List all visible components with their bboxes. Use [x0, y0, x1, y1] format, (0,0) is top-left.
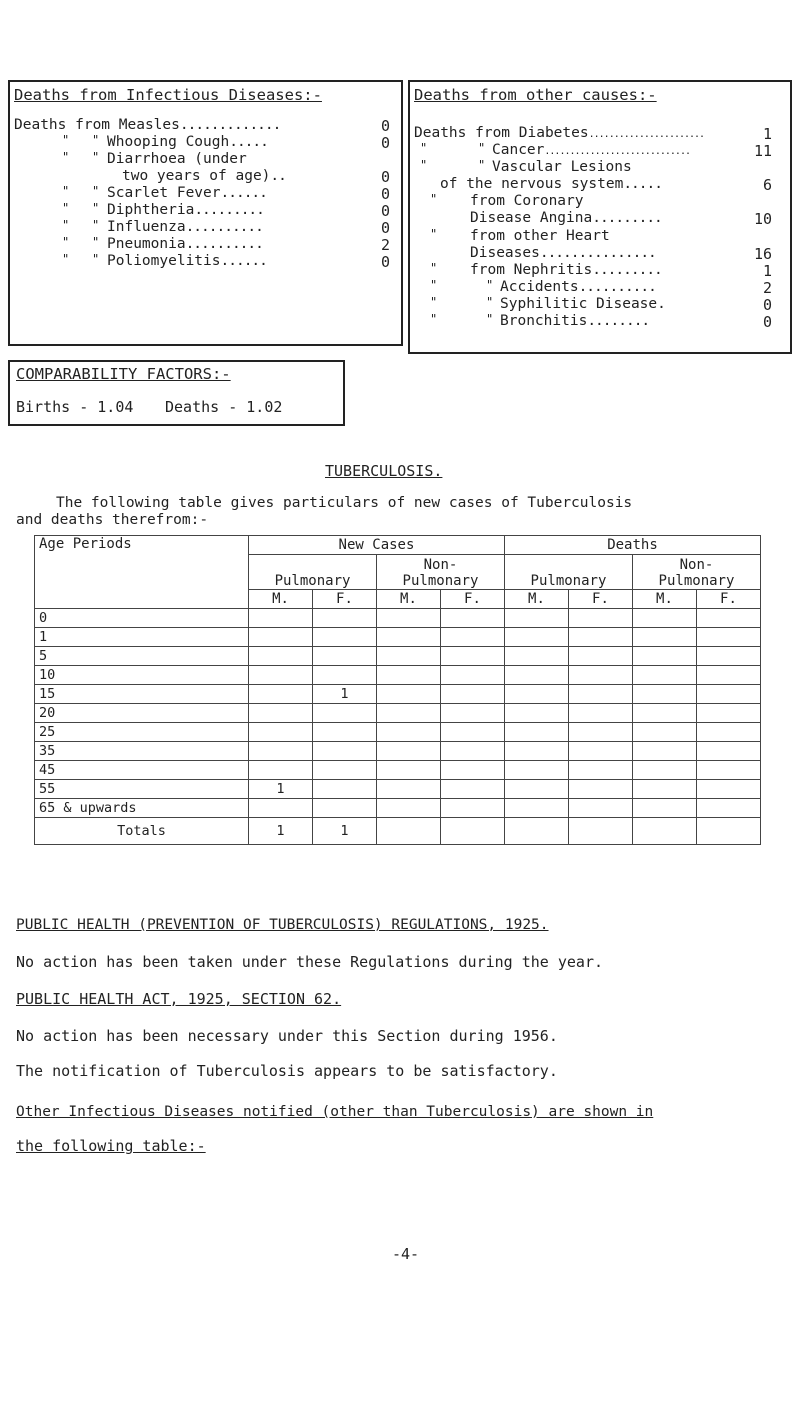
totals-cell [696, 818, 760, 845]
table-cell [440, 609, 504, 628]
ditto-mark: " [62, 133, 70, 147]
f-header: F. [440, 590, 504, 609]
table-cell [504, 799, 568, 818]
oth-label: from Nephritis [470, 262, 593, 278]
age-row [35, 704, 761, 723]
inf-row-scarlet: Scarlet Fever...... [107, 185, 267, 201]
non-label: Non- [423, 557, 458, 573]
new-cases-header: New Cases [249, 536, 505, 555]
table-cell [249, 628, 313, 647]
death-pulmonary-header: Pulmonary [504, 555, 632, 590]
ditto-mark: " [430, 295, 438, 309]
table-cell [632, 666, 696, 685]
ditto-mark: " [430, 312, 438, 326]
ditto-mark: " [92, 201, 100, 215]
ditto-mark: " [62, 218, 70, 232]
table-cell [249, 742, 313, 761]
oth-row-vascular-2: of the nervous system..... [440, 176, 662, 192]
totals-cell: 1 [249, 818, 313, 845]
oth-row-heart [470, 228, 610, 245]
oth-label: Accidents [500, 279, 579, 295]
oth-value: 10 [753, 210, 772, 228]
table-cell [504, 666, 568, 685]
regs-heading-1: PUBLIC HEALTH (PREVENTION OF TUBERCULOSIS) REGULATIONS, 1925. [16, 917, 549, 933]
table-cell [504, 628, 568, 647]
table-cell [376, 742, 440, 761]
oth-label: Vascular Lesions [492, 159, 632, 175]
regs-para-1: No action has been taken under these Regulations during the year. [16, 953, 603, 971]
ditto-mark: " [478, 141, 486, 155]
table-cell [696, 685, 760, 704]
ditto-mark: " [486, 295, 494, 309]
table-cell [632, 704, 696, 723]
oth-row-diabetes: Deaths from Diabetes....................... [414, 125, 705, 141]
oth-value: 1 [762, 125, 772, 143]
oth-row-bronchitis: Bronchitis........ [500, 313, 650, 329]
ditto-mark: " [430, 278, 438, 292]
table-cell: 1 [249, 780, 313, 799]
ditto-mark: " [486, 312, 494, 326]
ditto-mark: " [420, 158, 428, 172]
table-cell [632, 761, 696, 780]
table-cell [632, 685, 696, 704]
table-cell [376, 704, 440, 723]
age-row [35, 628, 761, 647]
totals-cell [632, 818, 696, 845]
table-cell [568, 704, 632, 723]
ditto-mark: " [430, 192, 438, 206]
new-non-pulmonary-header [376, 555, 504, 590]
inf-label: Scarlet Fever [107, 185, 221, 201]
oth-row-coronary-2: Disease Angina......... [470, 210, 662, 226]
age-row [35, 761, 761, 780]
table-cell [504, 609, 568, 628]
age-label: 15 [35, 685, 249, 704]
inf-value: 0 [380, 253, 390, 271]
table-cell [312, 609, 376, 628]
table-cell [249, 647, 313, 666]
oth-label: from Coronary [470, 193, 584, 209]
m-header: M. [504, 590, 568, 609]
totals-cell [376, 818, 440, 845]
table-cell: 1 [312, 685, 376, 704]
table-cell [376, 799, 440, 818]
age-row [35, 666, 761, 685]
table-cell [504, 704, 568, 723]
table-cell [568, 780, 632, 799]
table-cell [632, 799, 696, 818]
table-cell [312, 742, 376, 761]
oth-value: 11 [753, 142, 772, 160]
table-cell [632, 647, 696, 666]
table-cell [696, 666, 760, 685]
ditto-mark: " [92, 235, 100, 249]
oth-value: 6 [762, 176, 772, 194]
pulmonary-label: Pulmonary [658, 573, 735, 589]
ditto-mark: " [486, 278, 494, 292]
totals-cell [568, 818, 632, 845]
regs-heading-2: PUBLIC HEALTH ACT, 1925, SECTION 62. [16, 990, 342, 1008]
ditto-mark: " [430, 261, 438, 275]
table-cell [504, 742, 568, 761]
inf-row-pneumonia: Pneumonia.......... [107, 236, 263, 252]
table-cell [312, 666, 376, 685]
table-cell [440, 666, 504, 685]
inf-value: 0 [380, 117, 390, 135]
inf-row-measles: Deaths from Measles............. [14, 117, 281, 133]
ditto-mark: " [92, 133, 100, 147]
table-cell [504, 723, 568, 742]
ditto-mark: " [430, 227, 438, 241]
oth-label: Cancer [492, 142, 545, 158]
table-cell [696, 799, 760, 818]
table-cell [440, 742, 504, 761]
table-cell [568, 666, 632, 685]
table-cell [249, 761, 313, 780]
age-label: 35 [35, 742, 249, 761]
totals-cell [504, 818, 568, 845]
inf-label: Diphtheria [107, 202, 195, 218]
age-row [35, 799, 761, 818]
table-cell [632, 723, 696, 742]
table-cell [376, 685, 440, 704]
table-cell [696, 723, 760, 742]
ditto-mark: " [62, 235, 70, 249]
ditto-mark: " [92, 150, 100, 164]
table-cell [632, 609, 696, 628]
totals-label: Totals [35, 818, 249, 845]
table-cell [249, 666, 313, 685]
oth-row-nephritis: from Nephritis......... [470, 262, 662, 278]
m-header: M. [249, 590, 313, 609]
totals-cell: 1 [312, 818, 376, 845]
table-cell [376, 647, 440, 666]
ditto-mark: " [62, 252, 70, 266]
inf-value: 0 [380, 185, 390, 203]
inf-value: 2 [380, 236, 390, 254]
inf-label: two years of age) [122, 168, 271, 184]
inf-row-polio: Poliomyelitis...... [107, 253, 267, 269]
regs-para-4a: Other Infectious Diseases notified (other than Tuberculosis) are shown in [16, 1104, 654, 1120]
totals-row [35, 818, 761, 845]
table-cell [440, 723, 504, 742]
m-header: M. [632, 590, 696, 609]
age-periods-header: Age Periods [35, 536, 249, 609]
age-label: 0 [35, 609, 249, 628]
age-row [35, 609, 761, 628]
table-cell [249, 799, 313, 818]
inf-label: Whooping Cough [107, 134, 230, 150]
table-cell [568, 647, 632, 666]
table-cell [504, 780, 568, 799]
regs-para-4b: the following table:- [16, 1137, 206, 1155]
table-cell [696, 647, 760, 666]
table-cell [696, 780, 760, 799]
age-label: 55 [35, 780, 249, 799]
oth-value: 16 [753, 245, 772, 263]
table-cell [376, 723, 440, 742]
table-cell [568, 799, 632, 818]
inf-label: Influenza [107, 219, 186, 235]
m-header: M. [376, 590, 440, 609]
inf-value: 0 [380, 168, 390, 186]
oth-value: 2 [762, 279, 772, 297]
tuberculosis-table [34, 535, 761, 845]
page-number: -4- [392, 1245, 420, 1263]
oth-value: 1 [762, 262, 772, 280]
tb-intro-line2: and deaths therefrom:- [16, 512, 209, 528]
age-label: 1 [35, 628, 249, 647]
table-cell [376, 666, 440, 685]
table-cell [632, 742, 696, 761]
table-cell [568, 628, 632, 647]
table-cell [440, 704, 504, 723]
age-row [35, 723, 761, 742]
infectious-title: Deaths from Infectious Diseases:- [14, 86, 322, 104]
table-cell [696, 761, 760, 780]
table-cell [696, 628, 760, 647]
table-cell [568, 685, 632, 704]
oth-row-syphilitic: Syphilitic Disease. [500, 296, 666, 312]
regs-para-3: The notification of Tuberculosis appears to be satisfactory. [16, 1062, 558, 1080]
inf-label: Diarrhoea (under [107, 151, 247, 167]
age-label: 20 [35, 704, 249, 723]
inf-value: 0 [380, 134, 390, 152]
table-cell [568, 723, 632, 742]
oth-row-heart-2: Diseases............... [470, 245, 656, 261]
table-cell [440, 628, 504, 647]
table-cell [312, 723, 376, 742]
inf-row-diarrhoea-2: two years of age).. [122, 168, 286, 184]
table-cell [312, 780, 376, 799]
table-cell [440, 761, 504, 780]
ditto-mark: " [62, 150, 70, 164]
inf-row-influenza: Influenza.......... [107, 219, 263, 235]
totals-cell [440, 818, 504, 845]
pulmonary-label: Pulmonary [402, 573, 479, 589]
table-cell [440, 780, 504, 799]
ditto-mark: " [62, 184, 70, 198]
ditto-mark: " [478, 158, 486, 172]
oth-value: 0 [762, 313, 772, 331]
table-cell [504, 761, 568, 780]
oth-row-coronary [470, 193, 584, 210]
regs-para-2: No action has been necessary under this Section during 1956. [16, 1027, 558, 1045]
table-cell [568, 761, 632, 780]
f-header: F. [568, 590, 632, 609]
f-header: F. [312, 590, 376, 609]
f-header: F. [696, 590, 760, 609]
oth-label: of the nervous system [440, 176, 624, 192]
tb-intro-line1: The following table gives particulars of new cases of Tuberculosis [56, 495, 633, 511]
oth-label: from other Heart [470, 228, 610, 244]
other-title: Deaths from other causes:- [414, 86, 657, 104]
table-cell [696, 742, 760, 761]
table-cell [312, 761, 376, 780]
table-cell [440, 799, 504, 818]
inf-label: Deaths from Measles [14, 117, 180, 133]
oth-label: Syphilitic Disease [500, 296, 658, 312]
oth-label: Deaths from Diabetes [414, 125, 589, 141]
table-cell [376, 780, 440, 799]
age-row [35, 647, 761, 666]
age-label: 45 [35, 761, 249, 780]
inf-value: 0 [380, 202, 390, 220]
oth-row-cancer: Cancer............................. [492, 142, 690, 158]
table-cell [440, 647, 504, 666]
comparability-births: Births - 1.04 [16, 398, 134, 416]
comparability-title: COMPARABILITY FACTORS:- [16, 365, 231, 383]
table-cell [312, 704, 376, 723]
inf-label: Pneumonia [107, 236, 186, 252]
table-cell [249, 704, 313, 723]
age-label: 65 & upwards [35, 799, 249, 818]
table-cell [568, 609, 632, 628]
death-non-pulmonary-header [632, 555, 760, 590]
oth-value: 0 [762, 296, 772, 314]
tuberculosis-heading: TUBERCULOSIS. [325, 462, 443, 480]
table-cell [312, 647, 376, 666]
inf-label: Poliomyelitis [107, 253, 221, 269]
table-cell [312, 799, 376, 818]
table-cell [376, 628, 440, 647]
deaths-header: Deaths [504, 536, 760, 555]
table-cell [312, 628, 376, 647]
table-cell [249, 685, 313, 704]
table-cell [376, 609, 440, 628]
ditto-mark: " [92, 184, 100, 198]
age-label: 5 [35, 647, 249, 666]
oth-label: Bronchitis [500, 313, 588, 329]
inf-value: 0 [380, 219, 390, 237]
age-row [35, 742, 761, 761]
table-cell [440, 685, 504, 704]
age-row [35, 685, 761, 704]
ditto-mark: " [92, 252, 100, 266]
inf-row-diphtheria: Diphtheria......... [107, 202, 264, 218]
age-row [35, 780, 761, 799]
table-cell [504, 647, 568, 666]
age-label: 25 [35, 723, 249, 742]
comparability-deaths: Deaths - 1.02 [165, 398, 283, 416]
new-pulmonary-header: Pulmonary [249, 555, 377, 590]
table-cell [249, 723, 313, 742]
ditto-mark: " [62, 201, 70, 215]
table-cell [568, 742, 632, 761]
table-cell [696, 609, 760, 628]
oth-row-vascular [492, 159, 632, 176]
ditto-mark: " [420, 141, 428, 155]
inf-row-diarrhoea [107, 151, 247, 168]
table-cell [376, 761, 440, 780]
oth-label: Diseases [470, 245, 540, 261]
oth-row-accidents: Accidents.......... [500, 279, 656, 295]
table-cell [632, 780, 696, 799]
table-cell [632, 628, 696, 647]
inf-row-whooping: Whooping Cough..... [107, 134, 268, 150]
age-label: 10 [35, 666, 249, 685]
table-cell [504, 685, 568, 704]
oth-label: Disease Angina [470, 210, 593, 226]
table-cell [696, 704, 760, 723]
table-cell [249, 609, 313, 628]
non-label: Non- [679, 557, 714, 573]
ditto-mark: " [92, 218, 100, 232]
